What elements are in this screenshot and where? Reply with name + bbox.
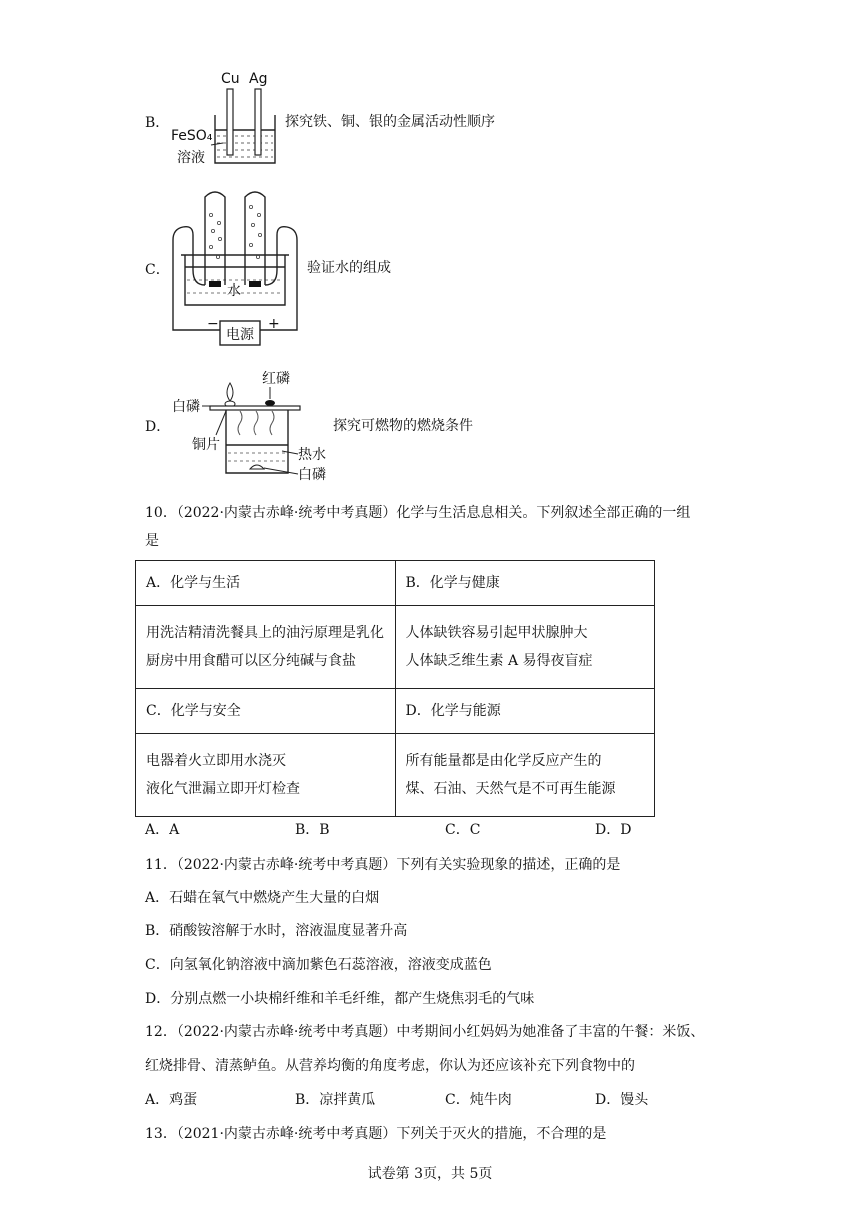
q10-option-d[interactable]: D．D — [595, 822, 632, 838]
table-cell-b-head: B．化学与健康 — [395, 561, 655, 606]
solution-label: 溶液 — [177, 150, 205, 166]
c-line1: 电器着火立即用水浇灭 — [146, 753, 286, 769]
hot-water-label: 热水 — [298, 447, 326, 463]
q12-option-c[interactable]: C．炖牛肉 — [445, 1092, 512, 1108]
silver-strip — [255, 89, 261, 155]
c-line2: 液化气泄漏立即开灯检查 — [146, 781, 300, 797]
option-c-letter: C． — [145, 262, 170, 278]
white-phosphorus-bottom-label: 白磷 — [298, 467, 326, 483]
right-test-tube — [245, 192, 265, 285]
q11-option-a[interactable]: A．石蜡在氧气中燃烧产生大量的白烟 — [145, 890, 380, 906]
plus-sign: + — [268, 316, 280, 332]
q10-option-c[interactable]: C．C — [445, 822, 481, 838]
option-d-letter: D． — [145, 419, 171, 435]
q12-stem-line1: 12．（2022·内蒙古赤峰·统考中考真题）中考期间小红妈妈为她准备了丰富的午餐：米饭、 — [145, 1024, 705, 1040]
option-b-description: 探究铁、铜、银的金属活动性顺序 — [285, 114, 495, 130]
combustion-diagram — [170, 365, 340, 485]
flame — [227, 383, 233, 401]
a-line1: 用洗洁精清洗餐具上的油污原理是乳化 — [146, 625, 384, 641]
q12-option-d[interactable]: D．馒头 — [595, 1092, 649, 1108]
right-electrode — [249, 281, 261, 287]
q11-option-b[interactable]: B．硝酸铵溶解于水时，溶液温度显著升高 — [145, 923, 408, 939]
option-d-description: 探究可燃物的燃烧条件 — [333, 418, 473, 434]
left-electrode — [209, 281, 221, 287]
q11-option-c[interactable]: C．向氢氧化钠溶液中滴加紫色石蕊溶液，溶液变成蓝色 — [145, 957, 492, 973]
table-cell-a-body — [136, 606, 396, 689]
table-cell-c-head: C．化学与安全 — [136, 689, 396, 734]
ag-label: Ag — [249, 71, 268, 87]
a-line2: 厨房中用食醋可以区分纯碱与食盐 — [146, 653, 356, 669]
d-line2: 煤、石油、天然气是不可再生能源 — [405, 781, 616, 797]
beaker — [215, 115, 275, 163]
power-label: 电源 — [226, 327, 254, 343]
copper-plate-label: 铜片 — [192, 437, 220, 453]
b-line2: 人体缺乏维生素 A 易得夜盲症 — [405, 653, 593, 669]
page-footer: 试卷第 3页，共 5页 — [367, 1166, 493, 1182]
minus-sign: − — [207, 316, 219, 332]
q12-stem-line2: 红烧排骨、清蒸鲈鱼。从营养均衡的角度考虑，你认为还应该补充下列食物中的 — [145, 1058, 635, 1074]
q12-option-b[interactable]: B．凉拌黄瓜 — [295, 1092, 376, 1108]
feso4-label: FeSO₄ — [171, 128, 213, 144]
water-label: 水 — [227, 283, 241, 299]
option-c-description: 验证水的组成 — [307, 260, 391, 276]
table-cell-b-body — [395, 606, 655, 689]
q12-option-a[interactable]: A．鸡蛋 — [145, 1092, 198, 1108]
d-line1: 所有能量都是由化学反应产生的 — [405, 753, 602, 769]
q13-stem: 13．（2021·内蒙古赤峰·统考中考真题）下列关于灭火的措施，不合理的是 — [145, 1126, 607, 1142]
q10-table — [135, 560, 655, 817]
table-cell-d-head: D．化学与能源 — [395, 689, 655, 734]
q10-option-b[interactable]: B．B — [295, 822, 330, 838]
table-cell-d-body — [395, 734, 655, 817]
q11-stem: 11．（2022·内蒙古赤峰·统考中考真题）下列有关实验现象的描述，正确的是 — [145, 857, 621, 873]
white-phosphorus-top-label: 白磷 — [172, 399, 200, 415]
option-b-letter: B． — [145, 115, 170, 131]
red-phosphorus-label: 红磷 — [262, 371, 290, 387]
copper-strip — [227, 89, 233, 155]
q10-option-a[interactable]: A．A — [145, 822, 180, 838]
beaker-d — [226, 410, 288, 473]
table-cell-c-body — [136, 734, 396, 817]
q10-stem-line1: 10．（2022·内蒙古赤峰·统考中考真题）化学与生活息息相关。下列叙述全部正确的一组 — [145, 505, 691, 521]
q11-option-d[interactable]: D．分别点燃一小块棉纤维和羊毛纤维，都产生烧焦羽毛的气味 — [145, 991, 535, 1007]
metal-activity-diagram — [165, 65, 285, 170]
cu-label: Cu — [221, 71, 240, 87]
left-wire — [173, 227, 220, 330]
copper-plate — [210, 406, 300, 410]
b-line1: 人体缺铁容易引起甲状腺肿大 — [405, 625, 588, 641]
electrolysis-diagram — [165, 185, 305, 355]
left-test-tube — [205, 192, 225, 285]
q10-stem-line2: 是 — [145, 533, 159, 549]
table-cell-a-head: A．化学与生活 — [136, 561, 396, 606]
